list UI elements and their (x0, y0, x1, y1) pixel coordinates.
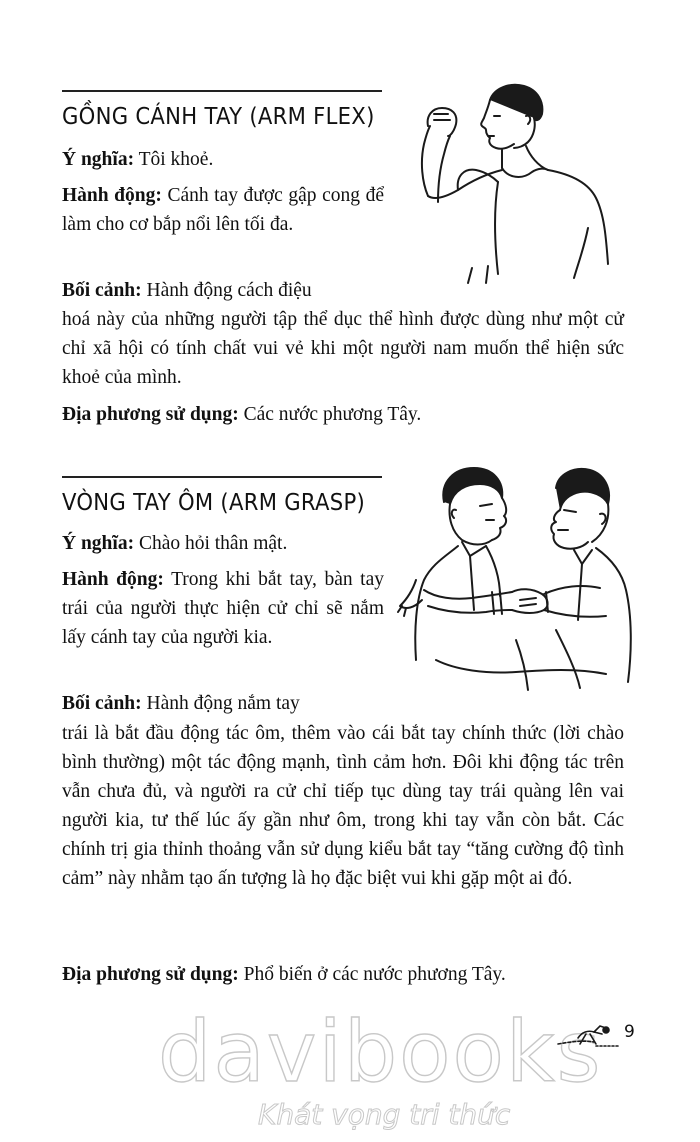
context-text-first: Hành động cách điệu (146, 280, 312, 301)
section-1-title: GỒNG CÁNH TAY (ARM FLEX) (62, 104, 375, 130)
section-1-region (62, 400, 624, 429)
section-2-context-first (62, 689, 384, 718)
region-label: Địa phương sử dụng: (62, 964, 239, 985)
context-label: Bối cảnh: (62, 693, 142, 714)
section-1-rule (62, 90, 382, 92)
action-text: Trong khi bắt tay, bàn tay trái của người thực hiện cử chỉ sẽ nắm lấy cánh tay của người kia. (62, 569, 384, 648)
watermark-brand: davibooks (158, 1003, 603, 1101)
context-label: Bối cảnh: (62, 280, 142, 301)
meaning-text: Tôi khoẻ. (138, 149, 214, 170)
region-text: Phổ biến ở các nước phương Tây. (243, 964, 506, 985)
section-1-action (62, 181, 384, 239)
action-text: Cánh tay được gập cong để làm cho cơ bắp nổi lên tối đa. (62, 185, 384, 235)
watermark-tagline: Khát vọng tri thức (258, 1098, 511, 1131)
section-2-meaning (62, 529, 384, 558)
meaning-label: Ý nghĩa: (62, 533, 135, 554)
meaning-label: Ý nghĩa: (62, 149, 135, 170)
region-text: Các nước phương Tây. (243, 404, 422, 425)
section-2-rule (62, 476, 382, 478)
section-1-meaning (62, 145, 384, 174)
meaning-text: Chào hỏi thân mật. (138, 533, 288, 554)
running-figure-ornament-icon (556, 1022, 622, 1050)
section-1-context-first (62, 276, 384, 305)
section-2-context-rest: trái là bắt đầu động tác ôm, thêm vào cái bắt tay chính thức (lời chào bình thường) một tác động mạnh, tình cảm hơn. Đôi khi động tác trên vẫn chưa đủ, và người ra cử chỉ tiếp tục dùng tay trái quàng lên vai người kia, tư thế lúc ấy gần như ôm, trong khi tay vẫn còn bắt. Các chính trị gia thỉnh thoảng vẫn sử dụng kiểu bắt tay “tăng cường độ tình cảm” này nhằm tạo ấn tượng là họ đặc biệt vui khi gặp một ai đó. (62, 723, 624, 889)
man-flexing-arm-illustration (398, 78, 634, 288)
section-2-action (62, 565, 384, 652)
section-2-title: VÒNG TAY ÔM (ARM GRASP) (62, 490, 366, 516)
action-label: Hành động: (62, 185, 162, 206)
context-text-first: Hành động nắm tay (146, 693, 300, 714)
two-men-arm-grasp-illustration (396, 460, 640, 692)
section-1-context-rest: hoá này của những người tập thể dục thể hình được dùng như một cử chỉ xã hội có tính chất vui vẻ khi một người nam muốn thể hiện sức khoẻ của mình. (62, 309, 624, 388)
action-label: Hành động: (62, 569, 164, 590)
region-label: Địa phương sử dụng: (62, 404, 239, 425)
page-number: 9 (624, 1022, 635, 1042)
section-2-region (62, 960, 624, 989)
